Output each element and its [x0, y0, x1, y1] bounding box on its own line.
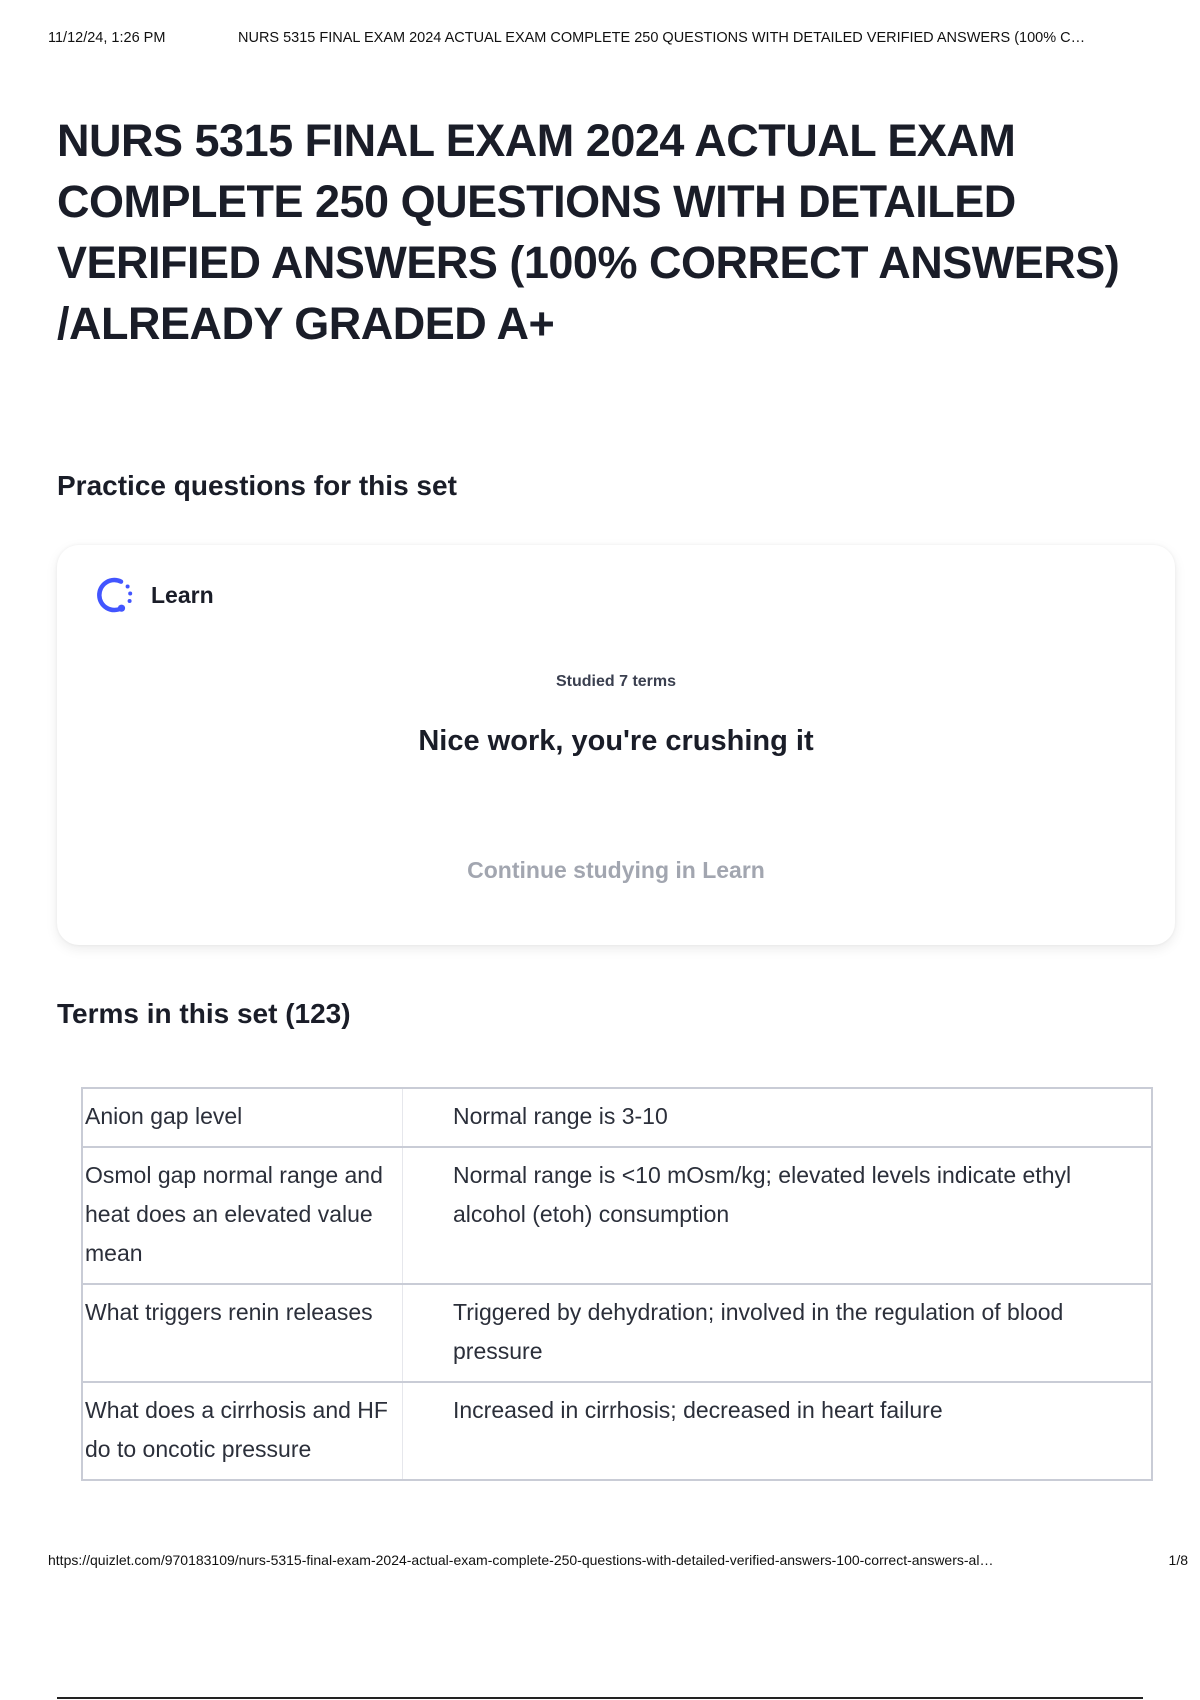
- continue-learn-button[interactable]: Continue studying in Learn: [467, 857, 765, 883]
- terms-heading: Terms in this set (123): [57, 998, 351, 1029]
- studied-count: Studied 7 terms: [555, 673, 677, 690]
- divider: [57, 1697, 1143, 1699]
- print-url[interactable]: https://quizlet.com/970183109/nurs-5315-final-exam-2024-actual-exam-complete-250-questions-with-detailed-verified-answers-100-correct-answers-al…: [48, 1552, 994, 1568]
- page-title: NURS 5315 FINAL EXAM 2024 ACTUAL EXAM COMPLETE 250 QUESTIONS WITH DETAILED VERIFIED ANSWERS (100% CORRECT ANSWERS) /ALREADY GRADED A+: [57, 115, 1120, 349]
- encouragement-message: Nice work, you're crushing it: [418, 725, 814, 757]
- learn-label: Learn: [151, 581, 214, 608]
- term-cell: What does a cirrhosis and HF do to oncotic pressure: [83, 1383, 403, 1479]
- page-number: 1/8: [1168, 1552, 1188, 1568]
- learn-progress-icon: [95, 575, 135, 615]
- table-row: [83, 1089, 1151, 1146]
- term-cell: Anion gap level: [83, 1089, 403, 1146]
- table-row: [83, 1146, 1151, 1283]
- definition-cell: Increased in cirrhosis; decreased in heart failure: [453, 1397, 943, 1423]
- term-cell: Osmol gap normal range and heat does an elevated value mean: [83, 1148, 403, 1283]
- learn-card: [57, 545, 1175, 945]
- definition-cell: Triggered by dehydration; involved in the regulation of blood pressure: [453, 1299, 1064, 1364]
- definition-cell: Normal range is <10 mOsm/kg; elevated levels indicate ethyl alcohol (etoh) consumption: [453, 1162, 1072, 1227]
- definition-cell: Normal range is 3-10: [453, 1103, 668, 1129]
- table-row: [83, 1283, 1151, 1381]
- table-row: [83, 1381, 1151, 1479]
- term-cell: What triggers renin releases: [83, 1285, 403, 1381]
- practice-heading: Practice questions for this set: [57, 470, 457, 501]
- terms-table: [81, 1087, 1153, 1481]
- print-date: 11/12/24, 1:26 PM: [48, 30, 166, 46]
- print-doc-title: NURS 5315 FINAL EXAM 2024 ACTUAL EXAM COMPLETE 250 QUESTIONS WITH DETAILED VERIFIED ANSWERS (100% C…: [238, 30, 1086, 46]
- learn-header[interactable]: [95, 575, 214, 615]
